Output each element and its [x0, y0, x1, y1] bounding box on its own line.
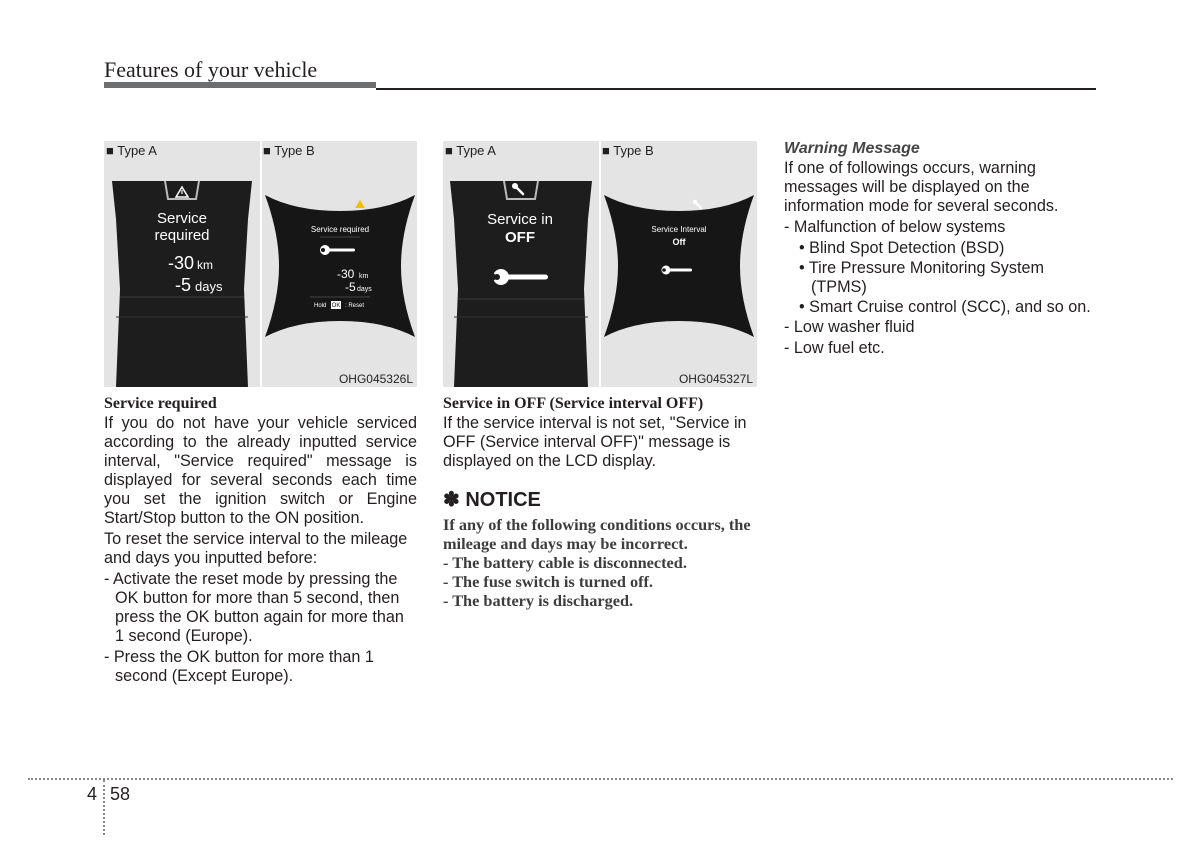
list-item: - Activate the reset mode by pressing the OK button for more than 5 second, then press the OK button again for more than 1 second (Europe).: [104, 570, 404, 645]
cluster-screen-type-b: [265, 193, 415, 339]
bullet-item: • Tire Pressure Monitoring System (TPMS): [799, 259, 1044, 296]
figure-service-off: [443, 141, 757, 387]
header-rule-thin: [376, 88, 1096, 90]
figure-service-required: [104, 141, 417, 387]
paragraph: If the service interval is not set, "Service in OFF (Service interval OFF)" message is displayed on the LCD display.: [443, 414, 747, 470]
notice-intro: If any of the following conditions occurs, the mileage and days may be incorrect.: [443, 515, 751, 553]
footer-divider: [28, 778, 1173, 780]
type-a-label: ■ Type A: [445, 143, 496, 158]
screen-b-hint-ok: OK: [331, 303, 341, 309]
warning-triangle-icon: [355, 200, 365, 208]
screen-a-line1: Service: [156, 210, 208, 227]
paragraph: If you do not have your vehicle serviced according to the already inputted service interval, "Service required" message is displayed for several seconds each time you set the ignition switch or Engine Start/Stop button to the ON position.: [104, 414, 417, 527]
screen-a-km-value: -30: [168, 253, 195, 273]
notice-item: - The fuse switch is turned off.: [443, 572, 654, 591]
section-heading: Service in OFF (Service interval OFF): [443, 395, 704, 412]
screen-a-km-unit: km: [197, 258, 213, 272]
screen-b-title: Service required: [310, 225, 370, 234]
figure-code: OHG045327L: [678, 372, 753, 386]
screen-b-days-value: -5: [345, 280, 356, 294]
list-item: - Low fuel etc.: [784, 339, 885, 357]
type-b-label: ■ Type B: [263, 143, 315, 158]
screen-b-line1: Service Interval: [651, 225, 707, 234]
header-rule-thick: [104, 82, 376, 88]
column-service-off: [443, 394, 757, 610]
screen-a-line1: Service in: [487, 211, 553, 228]
screen-b-km-value: -30: [337, 267, 355, 281]
bullet-item: • Smart Cruise control (SCC), and so on.: [799, 298, 1091, 316]
type-a-label: ■ Type A: [106, 143, 157, 158]
cluster-screen-type-a: [446, 179, 596, 387]
section-heading: Warning Message: [784, 140, 920, 157]
cluster-screen-type-a: [108, 179, 256, 387]
footer-vertical-divider: [103, 780, 105, 835]
list-item: - Malfunction of below systems: [784, 218, 1006, 236]
figure-code: OHG045326L: [338, 372, 413, 386]
chapter-number: 4: [87, 784, 98, 804]
screen-b-hint-hold: Hold: [314, 303, 327, 309]
notice-item: - The battery is discharged.: [443, 591, 634, 610]
bullet-item: • Blind Spot Detection (BSD): [799, 239, 1005, 257]
cluster-screen-type-b: [604, 193, 754, 339]
column-warning-message: [784, 139, 1098, 360]
notice-item: - The battery cable is disconnected.: [443, 553, 687, 572]
list-item: - Press the OK button for more than 1 second (Except Europe).: [104, 648, 374, 685]
screen-a-days-value: -5: [175, 275, 192, 295]
notice-title: ✽ NOTICE: [443, 489, 541, 511]
screen-b-days-unit: days: [357, 286, 372, 293]
figure-divider: [599, 141, 601, 387]
wrench-small-icon: [693, 200, 701, 208]
screen-b-line2: Off: [672, 237, 686, 247]
column-service-required: [104, 394, 417, 688]
screen-a-line2: required: [154, 227, 210, 244]
screen-b-hint-reset: : Reset: [345, 303, 365, 309]
page-number: 58: [110, 784, 131, 804]
page-header-title: Features of your vehicle: [104, 57, 318, 82]
screen-b-km-unit: km: [359, 273, 369, 280]
paragraph: If one of followings occurs, warning messages will be displayed on the information mode for several seconds.: [784, 159, 1059, 215]
list-item: - Low washer fluid: [784, 318, 915, 336]
type-b-label: ■ Type B: [602, 143, 654, 158]
paragraph: To reset the service interval to the mileage and days you inputted before:: [104, 530, 408, 567]
figure-divider: [260, 141, 262, 387]
screen-a-days-unit: days: [195, 279, 223, 294]
screen-a-line2: OFF: [505, 229, 535, 246]
section-heading: Service required: [104, 395, 217, 412]
